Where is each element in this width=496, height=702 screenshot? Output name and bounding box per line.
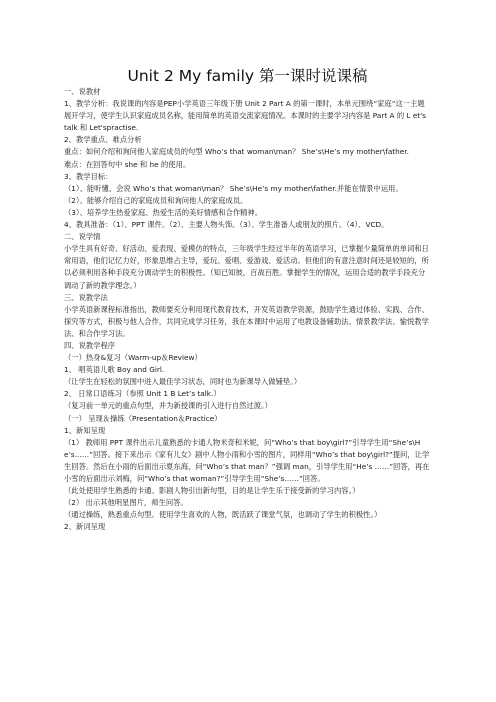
paragraph-line: 2、新词呈现: [64, 522, 106, 532]
paragraph-line: （一） 呈现＆操练（Presentation＆Practice）: [64, 413, 222, 423]
paragraph-line: 1、 唱英语儿歌 Boy and Girl.: [64, 365, 165, 375]
paragraph-line: 小学生具有好奇、好活动、爱表现、爱模仿的特点，三年级学生经过半年的英语学习，已掌握少量简单的单词和日常用语，他们记忆力好，形象思维占主导，爱玩、爱唱、爱游戏、爱活动。但他们的有意注意时间还是较短的，所以必须利用各种手段充分调动学生的积极性。（知已知彼，百战百胜。掌握学生的情况，运用合适的教学手段充分调动了新的教学理念。）: [64, 244, 429, 290]
paragraph-line: 4、教具准备：（1）、PPT 课件。（2）、主要人物头饰。（3）、学生准备人或朋友的照片。（4）、VCD。: [64, 220, 389, 230]
document-title: Unit 2 My family 第一课时说课稿: [127, 67, 368, 85]
paragraph-line: （3）、培养学生热爱家庭、热爱生活的美好情感和合作精神。: [64, 207, 263, 217]
paragraph-line: 四、说教学程序: [64, 340, 116, 350]
paragraph-line: （通过操练，熟悉重点句型。使用学生喜欢的人物，既活跃了课堂气氛，也调动了学生的积极性。）: [64, 510, 382, 520]
paragraph-line: 2、 日常口语练习（参照 Unit 1 B Let’s talk.）: [64, 389, 221, 399]
paragraph-line: （让学生在轻松的氛围中进入最佳学习状态，同时也为新课导入做铺垫。）: [64, 377, 302, 387]
paragraph-line: 重点：如何介绍和询问他人家庭成员的句型 Who’s that woman\man？ She’s\He’s my mother\father.: [64, 147, 409, 157]
paragraph-line: （1） 教师用 PPT 课件出示儿童熟悉的卡通人物米奇和米妮，问“Who’s that boy\girl?”引导学生用“She’s\He’s……”回答。接下来出示《家有儿女》剧中人物小雨和小雪的图片，同样用“Who’s that boy\girl?”提问，让学生回答。然后在小雨的后面出示夏东海，问“Who’s that man？”强调 man，引导学生用“He’s ……”回答，再在小雪的后面出示刘梅，问“Who’s that woman?”引导学生用“She’s……”回答。: [64, 437, 430, 483]
paragraph-line: （此处使用学生熟悉的卡通、影剧人物引出新句型，目的是让学生乐于接受新的学习内容。）: [64, 486, 360, 496]
paragraph-line: 小学英语新课程标准指出，教师要充分利用现代教育技术，开发英语教学资源，鼓励学生通过体验、实践、合作、探究等方式，积极与他人合作，共同完成学习任务，我在本课时中运用了电教设备辅助法、情景教学法、愉悦教学法、和合作学习法。: [64, 304, 429, 338]
paragraph-line: （2） 出示其他明星图片，师生问答。: [64, 498, 188, 508]
paragraph-line: （1）、能听懂、会说 Who’s that woman\man？ She’s\He’s my mother\father.并能在情景中运用。: [64, 183, 403, 193]
paragraph-line: 1、教学分析：我说课的内容是PEP小学英语三年级下册 Unit 2 Part A 的第一课时，本单元围绕“家庭”这一主题展开学习，使学生认识家庭成员名称，能用简单的英语交流家庭情况。本课时的主要学习内容是 Part A 的 L et's talk 和 Let'spractise.: [64, 99, 426, 133]
document-body: [64, 86, 431, 533]
paragraph-line: 三、说教学法: [64, 292, 108, 302]
paragraph-line: 1、新知呈现: [64, 425, 106, 435]
paragraph-line: 二、说学情: [64, 232, 101, 242]
paragraph-line: 难点：在回答句中 she 和 he 的使用。: [64, 159, 191, 169]
paragraph-line: 3、教学目标：: [64, 171, 113, 181]
paragraph-line: （一）热身&复习（Warm-up＆Review）: [64, 353, 202, 363]
paragraph-line: （2）、能够介绍自己的家庭成员和询问他人的家庭成员。: [64, 195, 248, 205]
paragraph-line: （复习前一单元的重点句型，并为新授课的引入进行自然过渡。）: [64, 401, 272, 411]
paragraph-line: 一、说教材: [64, 87, 101, 96]
paragraph-line: 2、教学重点、难点分析: [64, 135, 142, 145]
